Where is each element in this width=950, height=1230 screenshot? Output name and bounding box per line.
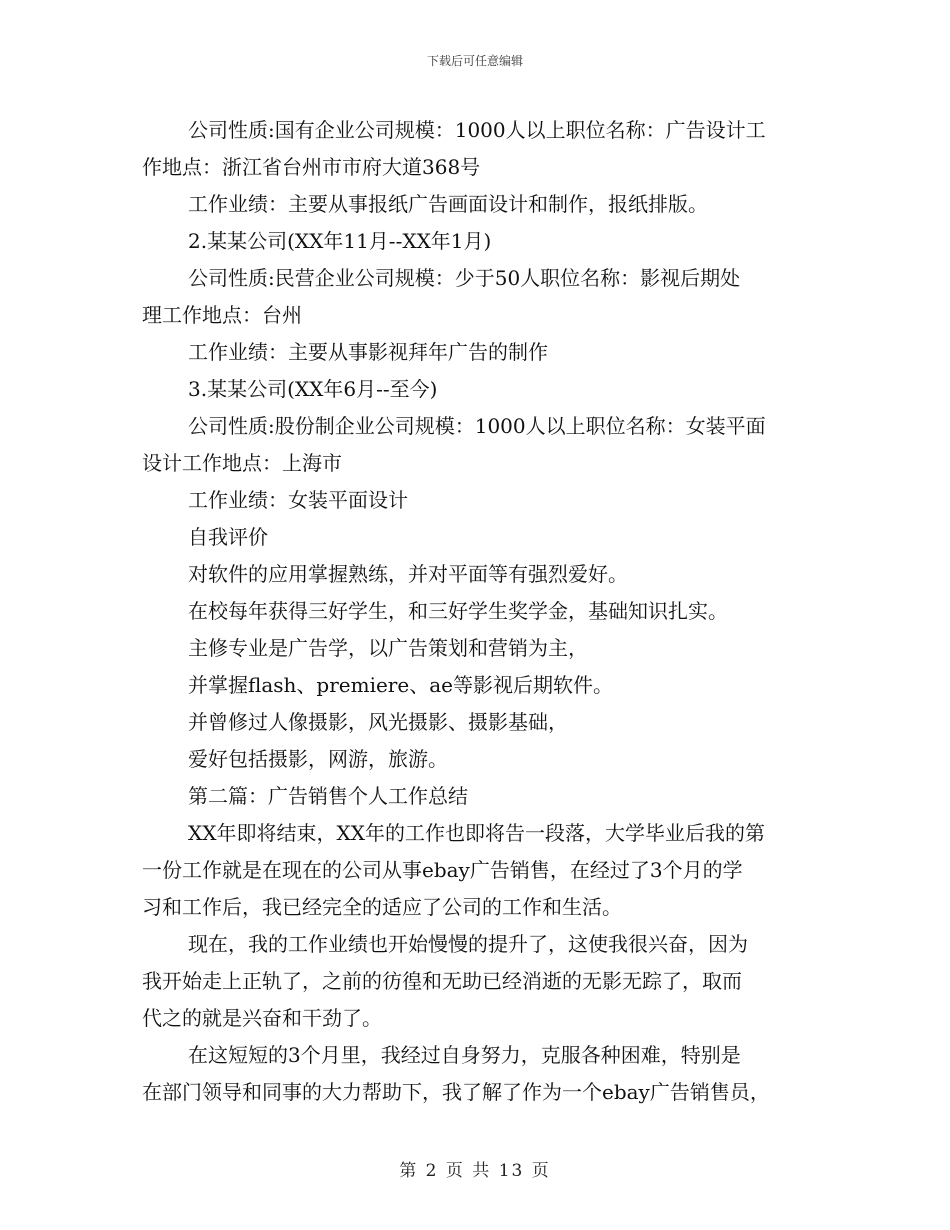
section-heading: 第二篇：广告销售个人工作总结 [188, 784, 468, 808]
page-number-footer: 第 2 页 共 13 页 [399, 1161, 551, 1181]
paragraph-line: 我开始走上正轨了，之前的彷徨和无助已经消逝的无影无踪了，取而 [142, 969, 742, 993]
section-heading: 3.某某公司(XX年6月--至今) [188, 377, 438, 401]
paragraph-line: 对软件的应用掌握熟练，并对平面等有强烈爱好。 [188, 562, 628, 586]
paragraph-line: 在这短短的3个月里，我经过自身努力，克服各种困难，特别是 [188, 1043, 741, 1067]
paragraph-line: 一份工作就是在现在的公司从事ebay广告销售，在经过了3个月的学 [142, 858, 743, 882]
section-heading: 自我评价 [188, 525, 268, 549]
paragraph-line: 习和工作后，我已经完全的适应了公司的工作和生活。 [142, 895, 622, 919]
paragraph-line: XX年即将结束，XX年的工作也即将告一段落，大学毕业后我的第 [188, 821, 765, 845]
paragraph-line: 主修专业是广告学，以广告策划和营销为主， [188, 636, 588, 660]
document-body [142, 112, 812, 1111]
paragraph-line: 现在，我的工作业绩也开始慢慢的提升了，这使我很兴奋，因为 [188, 932, 748, 956]
paragraph-line: 设计工作地点：上海市 [142, 451, 342, 475]
paragraph-line: 公司性质:民营企业公司规模：少于50人职位名称：影视后期处 [188, 266, 741, 290]
section-heading: 2.某某公司(XX年11月--XX年1月) [188, 229, 492, 253]
paragraph-line: 并掌握flash、premiere、ae等影视后期软件。 [188, 673, 613, 697]
paragraph-line: 公司性质:国有企业公司规模：1000人以上职位名称：广告设计工 [188, 118, 766, 142]
paragraph-line: 作地点：浙江省台州市市府大道368号 [142, 155, 481, 179]
paragraph-line: 在校每年获得三好学生，和三好学生奖学金，基础知识扎实。 [188, 599, 728, 623]
paragraph-line: 工作业绩：女装平面设计 [188, 488, 408, 512]
paragraph-line: 并曾修过人像摄影，风光摄影、摄影基础， [188, 710, 568, 734]
paragraph-line: 在部门领导和同事的大力帮助下，我了解了作为一个ebay广告销售员， [142, 1080, 770, 1104]
paragraph-line: 代之的就是兴奋和干劲了。 [142, 1006, 382, 1030]
paragraph-line: 公司性质:股份制企业公司规模：1000人以上职位名称：女装平面 [188, 414, 766, 438]
page-header: 下载后可任意编辑 [426, 54, 523, 68]
paragraph-line: 工作业绩：主要从事报纸广告画面设计和制作，报纸排版。 [188, 192, 708, 216]
paragraph-line: 工作业绩：主要从事影视拜年广告的制作 [188, 340, 548, 364]
paragraph-line: 理工作地点：台州 [142, 303, 302, 327]
paragraph-line: 爱好包括摄影，网游，旅游。 [188, 747, 448, 771]
